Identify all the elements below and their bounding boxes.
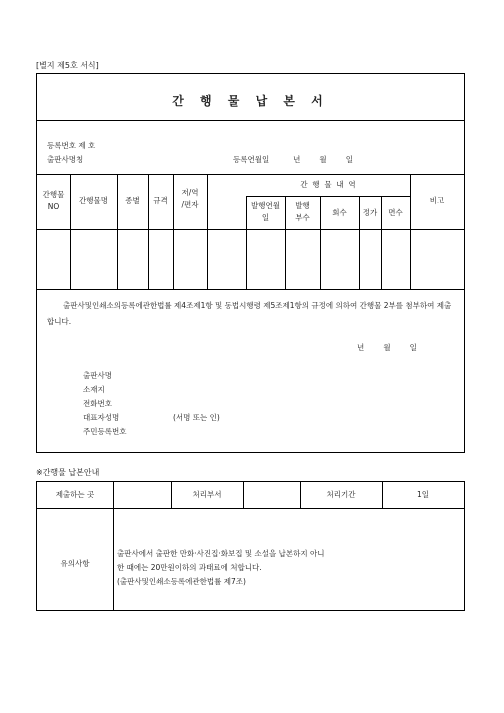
col-sep [113,482,114,610]
guide-note-line3: (출판사및인쇄소등록에관한법률 제7조) [117,577,246,586]
col-header-author: 저/역 /편자 [181,188,199,209]
col-sep [243,482,244,508]
form-title: 간 행 물 납 본 서 [172,94,329,108]
guide-note-line1: 출판사에서 출판한 만화·사진집·화보집 및 소설을 납본하지 아니 [117,549,325,558]
field-address: 소재지 [83,385,105,394]
field-phone: 전화번호 [83,399,112,408]
col-sep [70,174,71,289]
guide-note-label: 유의사항 [60,559,90,568]
reg-date-label: 등록연월일 년 월 일 [233,155,353,164]
col-header-copies: 발행 부수 [295,201,310,222]
submission-form [36,73,465,453]
group-header-line [246,196,410,197]
col-sep [148,174,149,289]
col-header-pages: 면수 [388,208,403,217]
col-header-count: 회수 [332,208,347,217]
divider [37,120,464,121]
col-header-pubdate: 발행연월 일 [251,201,280,222]
col-sep [207,174,208,289]
col-header-spec: 규격 [153,196,168,205]
table-bottom-line [37,289,464,290]
publisher-name-label: 출판사명칭 [47,155,84,164]
statement-text: 출판사및인쇄소의등록에관한법률 제4조제1항 및 동법시행령 제5조제1항의 규정에 의하여 간행물 2부를 첨부하여 제출합니다. [47,301,452,326]
field-sign: (서명 또는 인) [173,413,220,422]
col-header-type: 종별 [125,196,140,205]
guide-submit-to: 제출하는 곳 [55,490,95,499]
col-header-price: 정가 [362,208,378,217]
guide-table [36,481,465,611]
col-header-no: 간행물 NO [42,190,65,211]
col-header-name: 간행물명 [79,196,108,205]
guide-dept: 처리부서 [192,490,222,499]
guide-period-label: 처리기간 [326,490,356,499]
col-sep [117,174,118,289]
guide-period-value: 1일 [416,490,430,499]
col-sep [410,174,411,289]
date-line: 년 월 일 [357,343,417,352]
col-header-remark: 비고 [429,196,445,205]
row-sep [37,508,464,509]
table-top-line [37,174,464,175]
col-group-header: 간 행 물 내 역 [300,180,356,189]
guide-note-line2: 한 때에는 20만원이하의 과태료에 처합니다. [117,563,262,572]
table-header-bottom-line [37,229,464,230]
field-publisher: 출판사명 [83,371,112,380]
form-label: [별지 제5호 서식] [36,61,99,70]
field-rep: 대표자성명 [83,413,120,422]
field-resident-no: 주민등록번호 [83,427,127,436]
reg-no-label: 등록번호 제 호 [47,141,96,150]
guide-title: ※간행물 납본안내 [36,468,100,477]
